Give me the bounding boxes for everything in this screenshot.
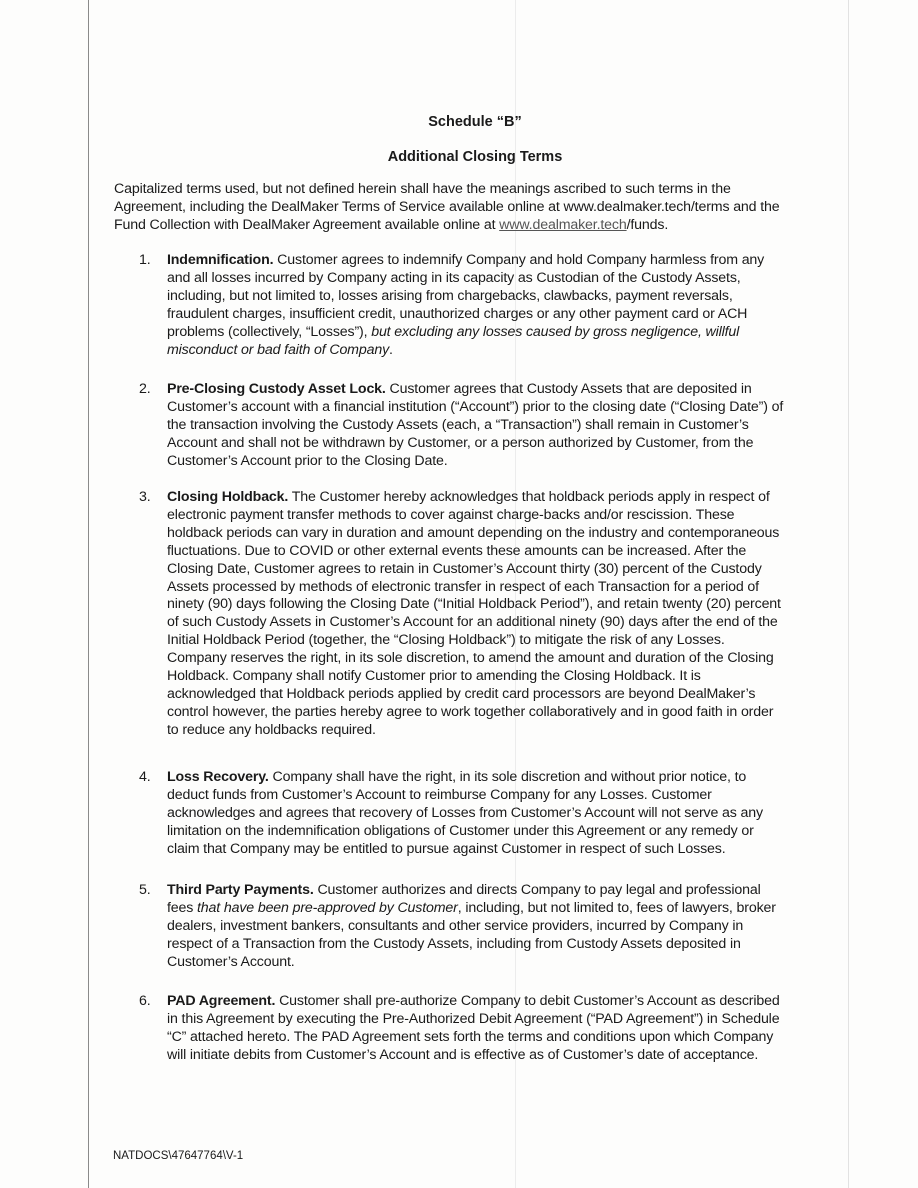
text-line: [167, 489, 781, 507]
text-line: [167, 668, 781, 686]
item-number: 2.: [139, 381, 151, 397]
text-line: [167, 686, 781, 704]
text-line: [167, 252, 764, 270]
text-line: [167, 270, 764, 288]
text-run: Closing Date, Customer agrees to retain in Customer’s Account thirty (30) percent of the Custody: [167, 560, 762, 577]
text-line: [167, 900, 776, 918]
text-run: will initiate debits from Customer’s Account and is effective as of Customer’s date of acceptance.: [167, 1046, 759, 1063]
text-run: deduct funds from Customer’s Account to reimburse Company for any Losses. Customer: [167, 786, 712, 803]
item-number: 6.: [139, 993, 151, 1009]
text-line: [167, 632, 781, 650]
text-run: acknowledges and agrees that recovery of Losses from Customer’s Account will not serve as any: [167, 804, 763, 821]
text-line: [167, 417, 783, 435]
text-line: [114, 181, 779, 199]
item-heading: Loss Recovery.: [167, 769, 269, 785]
text-line: [167, 1011, 780, 1029]
text-line: [167, 722, 781, 740]
text-run: .: [389, 341, 393, 358]
text-run: Customer agrees to indemnify Company and hold Company harmless from any: [273, 252, 765, 268]
text-run: problems (collectively, “Losses”),: [167, 323, 372, 340]
text-run: of such Custody Assets in Customer’s Account for an additional ninety (90) days after the end of the: [167, 614, 778, 631]
text-line: [167, 453, 783, 471]
document-footer-id: NATDOCS\47647764\V-1: [113, 1150, 244, 1162]
text-run: holdback periods can vary in duration and amount depending on the industry and contemporaneous: [167, 524, 780, 541]
text-run: Customer shall pre-authorize Company to debit Customer’s Account as described: [275, 993, 780, 1009]
text-run: fraudulent charges, insufficient credit, unauthorized charges or any other payment card or ACH: [167, 305, 748, 322]
text-run: fees: [167, 899, 198, 916]
text-run: Holdback. Company shall notify Customer prior to amending the Closing Holdback. It is: [167, 668, 701, 685]
text-run: Initial Holdback Period (together, the “Closing Holdback”) to mitigate the risk of any Losses.: [167, 632, 725, 649]
text-line: [167, 381, 783, 399]
text-line: [167, 435, 783, 453]
text-line: [167, 507, 781, 525]
text-run: “C” attached hereto. The PAD Agreement sets forth the terms and conditions upon which Company: [167, 1028, 774, 1045]
text-line: [114, 217, 779, 235]
item-number: 5.: [139, 882, 151, 898]
item-heading: Third Party Payments.: [167, 882, 314, 898]
text-run: the transaction involving the Custody Assets (each, a “Transaction”) shall remain in Customer’s: [167, 416, 749, 433]
schedule-title: Schedule “B”: [428, 114, 522, 130]
text-line: [167, 306, 764, 324]
text-run: to reduce any holdbacks required.: [167, 721, 376, 738]
text-line: [167, 954, 776, 972]
schedule-subtitle: Additional Closing Terms: [387, 149, 563, 165]
text-line: [167, 324, 764, 342]
text-line: [167, 596, 781, 614]
list-item-indemnification: [139, 252, 765, 359]
list-item-loss-recovery: [139, 769, 763, 859]
link[interactable]: www.dealmaker.tech: [499, 216, 627, 233]
text-run: Capitalized terms used, but not defined herein shall have the meanings ascribed to such terms in the: [114, 181, 731, 197]
text-run: respect of a Transaction from the Custody Assets, including from Custody Assets deposited in: [167, 935, 741, 952]
text-line: [167, 1029, 780, 1047]
item-number: 1.: [139, 252, 151, 268]
text-line: [167, 342, 764, 360]
text-run: Account and shall not be withdrawn by Customer, or a person authorized by Customer, from the: [167, 434, 754, 451]
item-heading: PAD Agreement.: [167, 993, 276, 1009]
text-line: [114, 199, 779, 217]
text-run: ninety (90) days following the Closing Date (“Initial Holdback Period”), and retain twenty (20) percent: [167, 596, 781, 613]
text-line: [167, 936, 776, 954]
text-run: control however, the parties hereby agree to work together collaboratively and in good faith in order: [167, 703, 774, 720]
list-item-third-party-payments: [139, 882, 776, 972]
item-number: 4.: [139, 769, 151, 785]
text-line: [167, 525, 781, 543]
text-run: Assets processed by methods of electronic transfer in respect of each Transaction for a period of: [167, 578, 759, 595]
text-run: Agreement, including the DealMaker Terms of Service available online at www.dealmaker.tech/terms and the: [114, 198, 780, 215]
text-line: [167, 650, 781, 668]
text-run: claim that Company may be entitled to pursue against Customer in respect of such Losses.: [167, 840, 726, 857]
text-line: [167, 704, 781, 722]
text-run: electronic payment transfer methods to cover against charge-backs and/or rescission. These: [167, 506, 735, 523]
text-run: Company shall have the right, in its sole discretion and without prior notice, to: [268, 769, 747, 785]
text-line: [167, 561, 781, 579]
text-run: Customer authorizes and directs Company to pay legal and professional: [313, 882, 761, 898]
text-line: [167, 823, 763, 841]
text-run: that have been pre-approved by Customer: [197, 899, 458, 916]
text-run: , including, but not limited to, fees of lawyers, broker: [457, 899, 776, 916]
text-run: Customer’s Account.: [167, 953, 295, 970]
text-run: including, but not limited to, losses arising from chargebacks, clawbacks, payment reversals,: [167, 287, 733, 304]
text-line: [167, 1047, 780, 1065]
item-heading: Pre-Closing Custody Asset Lock.: [167, 381, 386, 397]
list-item-closing-holdback: [139, 489, 781, 740]
scan-edge-line-right: [848, 0, 849, 1188]
text-line: [167, 543, 781, 561]
text-run: limitation on the indemnification obligations of Customer under this Agreement or any remedy or: [167, 822, 754, 839]
item-number: 3.: [139, 489, 151, 505]
text-run: dealers, investment bankers, consultants and other service providers, incurred by Company in: [167, 917, 744, 934]
text-run: Customer’s Account prior to the Closing Date.: [167, 452, 448, 469]
text-run: Fund Collection with DealMaker Agreement available online at: [114, 216, 500, 233]
text-line: [167, 614, 781, 632]
text-line: [167, 579, 781, 597]
text-run: Company reserves the right, in its sole discretion, to amend the amount and duration of the Closing: [167, 650, 774, 667]
text-run: but excluding any losses caused by gross negligence, willful: [371, 323, 740, 340]
text-line: [167, 399, 783, 417]
text-line: [167, 841, 763, 859]
text-run: in this Agreement by executing the Pre-Authorized Debit Agreement (“PAD Agreement”) in Schedule: [167, 1010, 780, 1027]
text-run: Customer’s account with a financial institution (“Account”) prior to the closing date (“Closing Date”) of: [167, 398, 784, 415]
text-run: The Customer hereby acknowledges that holdback periods apply in respect of: [288, 489, 770, 505]
text-line: [167, 805, 763, 823]
text-line: [167, 787, 763, 805]
text-line: [167, 769, 763, 787]
text-run: acknowledged that Holdback periods applied by credit card processors are beyond DealMaker’s: [167, 685, 756, 702]
list-item-pad-agreement: [139, 993, 780, 1065]
list-item-asset-lock: [139, 381, 784, 471]
intro-paragraph: [114, 181, 779, 235]
text-line: [167, 288, 764, 306]
text-line: [167, 882, 776, 900]
item-heading: Closing Holdback.: [167, 489, 289, 505]
text-line: [167, 918, 776, 936]
scan-edge-line: [88, 0, 89, 1188]
text-run: fluctuations. Due to COVID or other external events these amounts can be increased. After the: [167, 542, 747, 559]
item-heading: Indemnification.: [167, 252, 274, 268]
text-run: and all losses incurred by Company acting in its capacity as Custodian of the Custody Assets,: [167, 269, 741, 286]
text-run: /funds.: [626, 216, 669, 233]
text-run: Customer agrees that Custody Assets that are deposited in: [385, 381, 752, 397]
text-run: misconduct or bad faith of Company: [167, 341, 390, 358]
text-line: [167, 993, 780, 1011]
